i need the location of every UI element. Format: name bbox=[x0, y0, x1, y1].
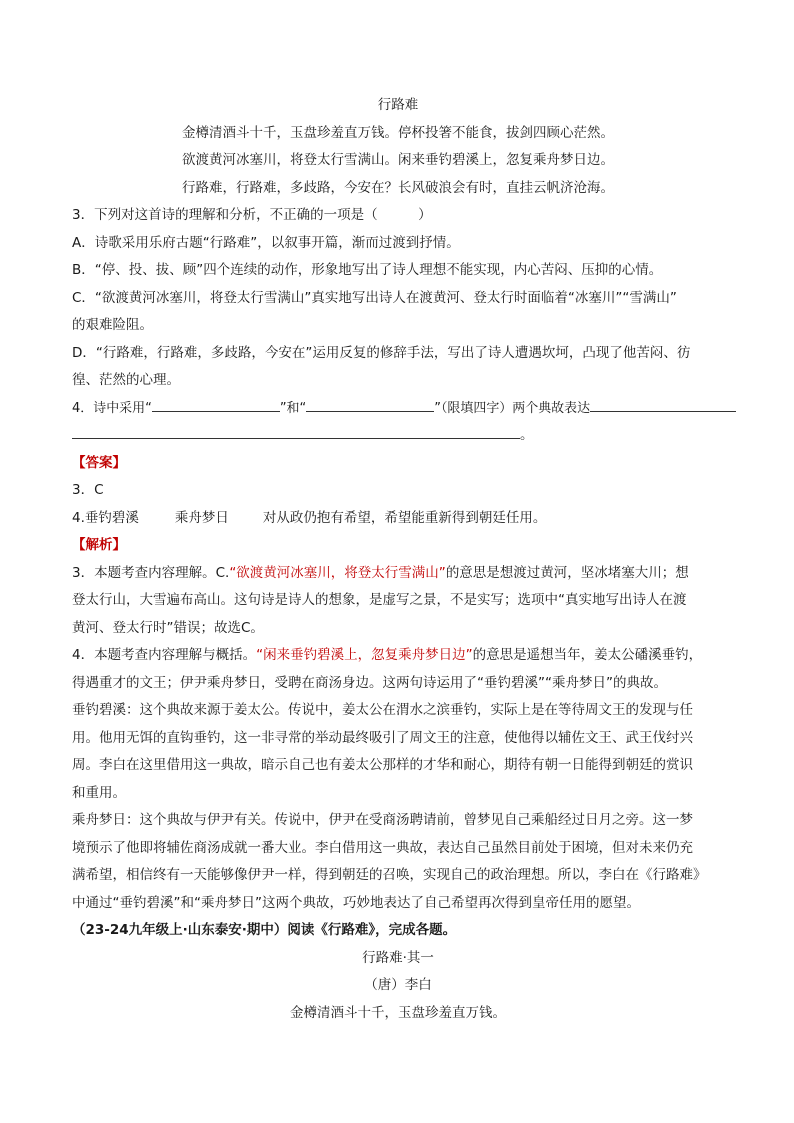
blank-2[interactable] bbox=[306, 396, 434, 412]
analysis-4-line: 境预示了他即将辅佐商汤成就一番大业。李白借用这一典故，表达自己虽然目前处于困境，但对未来仍充 bbox=[72, 839, 693, 856]
analysis-4-line: 中通过“垂钓碧溪”和“乘舟梦日”这两个典故，巧妙地表达了自己希望再次得到皇帝任用的愿望。 bbox=[72, 894, 640, 911]
answer-header: 【答案】 bbox=[72, 454, 126, 471]
analysis-text: 的意思是想渡过黄河，坚冰堵塞大川；想 bbox=[445, 564, 689, 581]
question-4-text: ”（限填四字）两个典故表达 bbox=[434, 400, 591, 416]
answer-4-item-1: 垂钓碧溪 bbox=[84, 509, 139, 526]
document-page bbox=[72, 92, 724, 1027]
blank-1[interactable] bbox=[152, 396, 280, 412]
answer-4 bbox=[72, 505, 724, 533]
question-4 bbox=[72, 395, 724, 423]
blank-4[interactable] bbox=[72, 423, 520, 439]
analysis-text: 3．本题考查内容理解。C. bbox=[72, 564, 230, 581]
answer-4-number: 4. bbox=[72, 509, 85, 526]
poem-line: 金樽清酒斗十千，玉盘珍羞直万钱。停杯投箸不能食，拔剑四顾心茫然。 bbox=[182, 124, 614, 141]
poem-2-line: 金樽清酒斗十千，玉盘珍羞直万钱。 bbox=[290, 1004, 506, 1021]
poem-line: 欲渡黄河冰塞川，将登太行雪满山。闲来垂钓碧溪上，忽复乘舟梦日边。 bbox=[182, 152, 614, 168]
analysis-4-line: 周。李白在这里借用这一典故，暗示自己也有姜太公那样的才华和耐心，期待有朝一日能得到朝廷的赏识 bbox=[72, 757, 693, 773]
option-d: D．“行路难，行路难，多歧路，今安在”运用反复的修辞手法，写出了诗人遭遇坎坷，凸现了他苦闷、彷 bbox=[72, 344, 691, 361]
answer-4-item-2: 乘舟梦日 bbox=[174, 509, 229, 526]
poem-line: 行路难，行路难，多歧路，今安在？长风破浪会有时，直挂云帆济沧海。 bbox=[182, 179, 614, 196]
analysis-text: 的意思是遥想当年，姜太公磻溪垂钓， bbox=[472, 647, 703, 663]
analysis-4-line: 和重用。 bbox=[72, 784, 126, 801]
poem-2-author: （唐）李白 bbox=[364, 977, 432, 993]
option-d-continued: 徨、茫然的心理。 bbox=[72, 372, 180, 388]
answer-3: 3．C bbox=[72, 482, 104, 498]
analysis-4-line: 乘舟梦日：这个典故与伊尹有关。传说中，伊尹在受商汤聘请前，曾梦见自己乘船经过日月之旁。这一梦 bbox=[72, 812, 693, 828]
question-4-text: ”和“ bbox=[279, 400, 307, 416]
analysis-header: 【解析】 bbox=[72, 537, 126, 553]
analysis-quote: “闲来垂钓碧溪上，忽复乘舟梦日边” bbox=[256, 647, 473, 663]
question-4-text: 4．诗中采用“ bbox=[72, 400, 152, 416]
analysis-3-line: 登太行山，大雪遍布高山。这句诗是诗人的想象，是虚写之景，不是实写；选项中“真实地写出诗人在渡 bbox=[72, 592, 687, 608]
analysis-4-line bbox=[72, 642, 724, 670]
question-4-end: 。 bbox=[520, 427, 534, 443]
analysis-4-line: 得遇重才的文王；伊尹乘舟梦日，受聘在商汤身边。这两句诗运用了“垂钓碧溪”“乘舟梦日”的典故。 bbox=[72, 674, 667, 691]
analysis-3-line bbox=[72, 560, 724, 588]
analysis-3-line: 黄河、登太行时”错误；故选C。 bbox=[72, 619, 264, 636]
option-b: B．“停、投、拔、顾”四个连续的动作，形象地写出了诗人理想不能实现，内心苦闷、压抑的心情。 bbox=[72, 262, 663, 278]
analysis-4-line: 满希望，相信终有一天能够像伊尹一样，得到朝廷的召唤，实现自己的政治理想。所以，李白在《行路难》 bbox=[72, 867, 707, 883]
analysis-quote: “欲渡黄河冰塞川，将登太行雪满山” bbox=[229, 564, 446, 581]
poem-2-title: 行路难·其一 bbox=[362, 949, 434, 966]
analysis-text: 4．本题考查内容理解与概括。 bbox=[72, 647, 257, 663]
question-3-stem: 3．下列对这首诗的理解和分析，不正确的一项是（ ） bbox=[72, 207, 432, 223]
analysis-4-line: 垂钓碧溪：这个典故来源于姜太公。传说中，姜太公在渭水之滨垂钓，实际上是在等待周文王的发现与任 bbox=[72, 702, 693, 718]
analysis-4-line: 用。他用无饵的直钩垂钓，这一非寻常的举动最终吸引了周文王的注意，使他得以辅佐文王、武王伐纣兴 bbox=[72, 729, 693, 746]
poem-title: 行路难 bbox=[377, 97, 419, 113]
option-c-continued: 的艰难险阻。 bbox=[72, 317, 153, 333]
question-4-continued bbox=[72, 422, 724, 450]
option-c: C．“欲渡黄河冰塞川，将登太行雪满山”真实地写出诗人在渡黄河、登太行时面临着“冰塞川”“雪满山” bbox=[72, 289, 677, 306]
option-a: A．诗歌采用乐府古题“行路难”，以叙事开篇，渐而过渡到抒情。 bbox=[72, 234, 460, 251]
section-intro: （23-24九年级上·山东泰安·期中）阅读《行路难》，完成各题。 bbox=[72, 922, 457, 938]
answer-4-text: 对从政仍抱有希望，希望能重新得到朝廷任用。 bbox=[262, 509, 547, 526]
blank-3[interactable] bbox=[590, 396, 736, 412]
